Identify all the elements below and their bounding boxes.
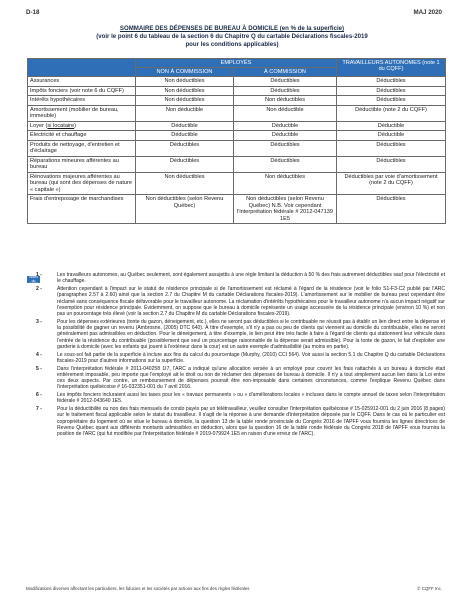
note-text: Dans l'interprétation fédérale # 2011-040258 1I7, l'ARC a indiqué qu'une allocation versée à un employé pour couvrir les frais rattachés à un bureau à domicile était entièrement imposable, peu importe que l'employé ait le droit ou non de réclamer des dépenses de bureau à domicile. Il n'y a tout simplement aucun lien dans la Loi entre ces deux aspects. Par contre, un remboursement de dépenses pourrait être non-imposable dans certaines circonstances, comme l'explique Revenu Québec dans l'interprétation québécoise # 16-032351-001 du 7 avril 2016. bbox=[57, 365, 445, 391]
note-number: 1 - bbox=[36, 272, 42, 278]
note-text: Pour les dépenses extérieures (tonte du gazon, déneigement, etc.), elles ne seront pas déductibles si le contribuable ne réussit pas à établir un lien direct entre la dépense et la possibilité de gagner un revenu (Ambrosne, (2005) DTC 640). À titre d'exemple, s'il n'y a pas ou peu de clients qui viennent au domicile du contribuable, elles ne seront généralement pas admissibles en déduction. Pour le déneigement, à titre d'exemple, le lien peut être très facile à faire à l'égard de clients qui stationnent leur véhicule dans l'entrée de la résidence du contribuable (possiblement que seul un pourcentage raisonnable de la dépense serait admissible). Pour la tonte de gazon, le fait d'exploiter une garderie à domicile (avec les enfants qui jouent à l'extérieur dans la cour) est un autre exemple d'admissibilité (au moins en partie). bbox=[57, 318, 445, 350]
cell-commission: Déductible bbox=[234, 131, 337, 141]
cell-travailleurs: Déductibles bbox=[337, 86, 446, 96]
summary-title: SOMMAIRE DES DÉPENSES DE BUREAU À DOMICILE (en % de la superficie) bbox=[119, 25, 345, 32]
table-row bbox=[28, 172, 446, 195]
note-item bbox=[27, 352, 445, 365]
note-item bbox=[27, 286, 445, 317]
note-number: 6 - bbox=[36, 392, 42, 398]
note-number: 7 - bbox=[36, 406, 42, 412]
page-footer bbox=[26, 586, 442, 591]
row-label: Intérêts hypothécaires bbox=[28, 96, 136, 106]
cell-non-commission: Déductible bbox=[136, 131, 234, 141]
footer-text: Modifications diverses affectant les particuliers, les fiducies et les sociétés par actions aux fins des règles fédérales bbox=[26, 586, 250, 591]
row-label: Rénovations majeures afférentes au bureau (qui sont des dépenses de nature « capitale ») bbox=[28, 172, 136, 195]
cell-commission: Déductibles bbox=[234, 77, 337, 87]
cell-commission: Déductibles bbox=[234, 156, 337, 172]
cell-non-commission: Non déductibles bbox=[136, 77, 234, 87]
header-employes: EMPLOYÉS bbox=[136, 59, 337, 68]
cell-commission: Déductible bbox=[234, 121, 337, 131]
cell-travailleurs: Déductibles bbox=[337, 156, 446, 172]
summary-subtitle: (voir le point 6 du tableau de la section 6 du Chapitre Q du cartable Déclarations fiscales-2019 bbox=[96, 33, 368, 40]
note-item bbox=[27, 319, 445, 350]
table-row bbox=[28, 105, 446, 121]
cqff-notes-badge: Notes du CQFF bbox=[28, 275, 39, 287]
cell-non-commission: Non déductible bbox=[136, 105, 234, 121]
table-row bbox=[28, 77, 446, 87]
cell-non-commission: Non déductibles bbox=[136, 86, 234, 96]
cell-non-commission: Déductible bbox=[136, 121, 234, 131]
table-row bbox=[28, 140, 446, 156]
table-row bbox=[28, 131, 446, 141]
header-travailleurs: TRAVAILLEURS AUTONOMES (note 1 du CQFF) bbox=[337, 59, 446, 77]
copyright: © CQFF Inc. bbox=[417, 586, 442, 591]
cell-commission: Déductibles bbox=[234, 86, 337, 96]
cell-travailleurs: Déductible (note 2 du CQFF) bbox=[337, 105, 446, 121]
cell-non-commission: Déductibles bbox=[136, 140, 234, 156]
row-label: Amortissement (mobilier de bureau, immeuble) bbox=[28, 105, 136, 121]
row-label bbox=[28, 121, 136, 131]
update-date: MAJ 2020 bbox=[413, 9, 442, 16]
cell-travailleurs: Déductibles par voie d'amortissement (note 2 du CQFF) bbox=[337, 172, 446, 195]
page-header bbox=[26, 9, 442, 19]
cell-commission: Non déductibles (selon Revenu Québec) N.B. Voir cependant l'interprétation fédérale # 2012-047139 1E5 bbox=[234, 195, 337, 224]
notes-section bbox=[27, 272, 445, 439]
row-label-suffix: ) bbox=[74, 122, 77, 129]
note-text: Le sous-sol fait partie de la superficie à inclure aux fins du calcul du pourcentage (Murphy, (2010) CCI 564). Voir aussi la section 5.1 du Chapitre Q du cartable Déclarations fiscales-2019 pour d'autres informations sur la superficie. bbox=[57, 351, 445, 364]
row-label: Assurances bbox=[28, 77, 136, 87]
cell-travailleurs: Déductible bbox=[337, 131, 446, 141]
cell-travailleurs: Déductibles bbox=[337, 96, 446, 106]
note-number: 3 - bbox=[36, 318, 42, 325]
cell-commission: Non déductibles bbox=[234, 172, 337, 195]
expenses-summary-table bbox=[27, 58, 446, 224]
header-non-commission: NON À COMMISSION bbox=[136, 68, 234, 77]
header-blank-cell bbox=[28, 59, 136, 77]
row-label: Réparations mineures afférentes au bureau bbox=[28, 156, 136, 172]
note-item bbox=[27, 366, 445, 391]
note-text: Les impôts fonciers incluraient aussi les taxes pour les « travaux permanents » ou « d'améliorations locales » incluses dans le compte annuel de taxes selon l'interprétation fédérale # 2012-043640 1E5. bbox=[57, 392, 445, 405]
header-commission: À COMMISSION bbox=[234, 68, 337, 77]
page-code: D-18 bbox=[26, 9, 40, 16]
cell-travailleurs: Déductible bbox=[337, 121, 446, 131]
cell-travailleurs: Déductibles bbox=[337, 140, 446, 156]
cell-non-commission: Non déductibles bbox=[136, 172, 234, 195]
cell-non-commission: Non déductibles bbox=[136, 96, 234, 106]
cell-commission: Non déductibles bbox=[234, 96, 337, 106]
table-row bbox=[28, 86, 446, 96]
row-label: Produits de nettoyage, d'entretien et d'éclairage bbox=[28, 140, 136, 156]
table-row bbox=[28, 156, 446, 172]
cell-travailleurs: Déductibles bbox=[337, 195, 446, 224]
cell-commission: Déductibles bbox=[234, 140, 337, 156]
summary-subtitle-2: pour les conditions applicables) bbox=[185, 41, 279, 48]
row-label: Frais d'entreposage de marchandises bbox=[28, 195, 136, 224]
row-label: Électricité et chauffage bbox=[28, 131, 136, 141]
cell-non-commission: Non déductibles (selon Revenu Québec) bbox=[136, 195, 234, 224]
table-row bbox=[28, 195, 446, 224]
note-text: Attention cependant à l'impact sur le statut de résidence principale si de l'amortissement est réclamé à l'égard de la résidence (voir le folio S1-F3-C2 publié par l'ARC (paragraphes 2.57 à 2.60) ainsi que la section 2.7 du Chapitre M du cartable Déclarations fiscales-2019). L'amortissement sur le mobilier de bureau peut cependant être réclamé sans conséquence fiscale défavorable pour le travailleur autonome. La réclamation d'intérêts hypothécaires pour le travailleur autonome n'a aucun impact négatif sur l'exemption pour résidence principale. Évidemment, on suppose que le bureau à domicile représente un usage accessoire de la résidence principale (environ 10 %) et non pas un pourcentage très élevé (voir la section 2.7 du Chapitre M du cartable Déclarations fiscales-2019). bbox=[57, 286, 445, 317]
table-header-row bbox=[28, 59, 446, 68]
cell-travailleurs: Déductibles bbox=[337, 77, 446, 87]
row-label: Impôts fonciers (voir note 6 du CQFF) bbox=[28, 86, 136, 96]
cell-commission: Non déductible bbox=[234, 105, 337, 121]
note-number: 4 - bbox=[36, 351, 42, 358]
note-item bbox=[27, 272, 445, 285]
table-row bbox=[28, 121, 446, 131]
table-row bbox=[28, 96, 446, 106]
row-label-prefix: Loyer ( bbox=[30, 122, 48, 129]
note-item bbox=[27, 392, 445, 405]
note-text: Les travailleurs autonomes, au Québec seulement, sont également assujettis à une règle limitant la déduction à 50 % des frais autrement déductibles sauf pour l'électricité et le chauffage. bbox=[57, 272, 445, 285]
note-item bbox=[27, 406, 445, 437]
note-number: 2 - bbox=[36, 286, 42, 292]
note-number: 5 - bbox=[36, 365, 42, 372]
cell-non-commission: Déductibles bbox=[136, 156, 234, 172]
note-text: Pour la déductibilité ou non des frais mensuels de condo payés par un télétravailleur, veuillez consulter l'interprétation québécoise # 15-025912-001 du 2 juin 2016 (8 pages) sur le traitement fiscal applicable selon le statut du travailleur. Il s'agit de la réponse à une demande d'interprétation déposée par le CQFF. Dans le cas où le particulier est copropriétaire du logement où se situe le bureau à domicile, la question 13 de la table ronde provinciale du Congrès 2016 de l'APFF vous fournira les lignes directrices de Revenu Québec quant aux différents montants admissibles en déduction, alors que la question 16 de la table ronde fédérale du Congrès 2018 de l'APFF vous fournira la position de l'ARC (qui fut modifiée par l'interprétation fédérale # 2019-079924 1E5 en raison d'une erreur de l'ARC). bbox=[57, 406, 445, 437]
row-label-underlined: si locataire bbox=[47, 122, 75, 129]
